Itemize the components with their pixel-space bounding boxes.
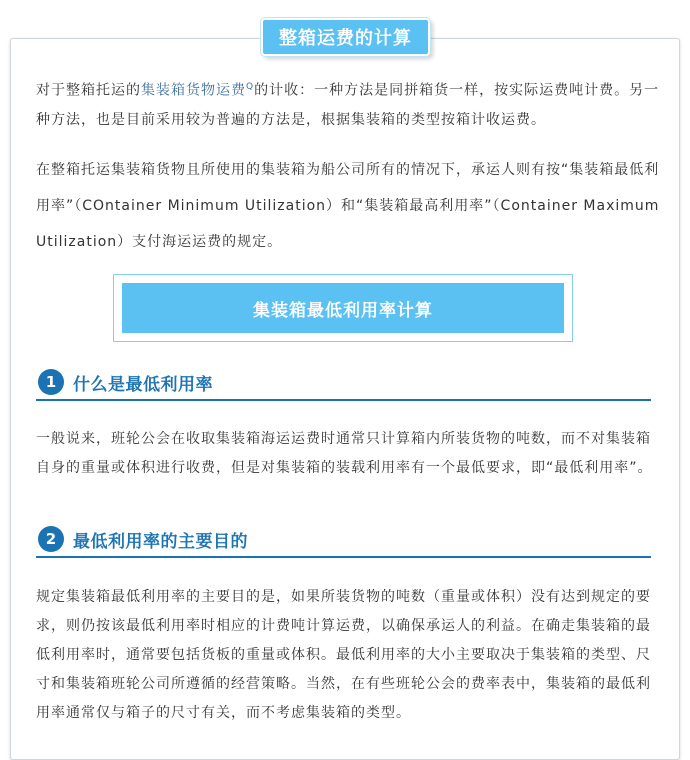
section-1-body: 一般说来，班轮公会在收取集装箱海运运费时通常只计算箱内所装货物的吨数，而不对集装箱自身的重量或体积进行收费，但是对集装箱的装载利用率有一个最低要求，即“最低利用率”。	[36, 431, 653, 476]
section-banner-frame	[113, 274, 573, 342]
search-icon[interactable]: Q	[246, 82, 255, 92]
section-heading-2	[36, 526, 651, 558]
section-number-badge: 2	[38, 526, 64, 552]
utilization-paragraph: 在整箱托运集装箱货物且所使用的集装箱为船公司所有的情况下，承运人则有按“集装箱最低利用率”（COntainer Minimum Utilization）和“集装箱最高利用率”（Container Maximum Utilization）支付海运运费的规定。	[36, 162, 660, 250]
section-heading-1	[36, 369, 651, 401]
article-title: 整箱运费的计算	[279, 28, 412, 49]
section-2-body: 规定集装箱最低利用率的主要目的是，如果所装货物的吨数（重量或体积）没有达到规定的要求，则仍按该最低利用率时相应的计费吨计算运费，以确保承运人的利益。在确走集装箱的最低利用率时，通常要包括货板的重量或体积。最低利用率的大小主要取决于集装箱的类型、尺寸和集装箱班轮公司所遵循的经营策略。当然，在有些班轮公会的费率表中，集装箱的最低利用率通常仅与箱子的尺寸有关，而不考虑集装箱的类型。	[36, 589, 651, 721]
intro-text-before-link: 对于整箱托运的	[36, 82, 141, 99]
section-number-badge: 1	[38, 369, 64, 395]
section-title: 最低利用率的主要目的	[73, 532, 248, 552]
section-title: 什么是最低利用率	[73, 375, 213, 395]
intro-text-after-link: 的计收：一种方法是同拼箱货一样，按实际运费吨计费。另一种方法，也是目前采用较为普遍的方法是，根据集装箱的类型按箱计收运费。	[36, 82, 660, 128]
article-title-badge	[261, 18, 430, 56]
section-banner: 集装箱最低利用率计算	[122, 283, 564, 333]
intro-paragraph	[36, 73, 660, 135]
container-freight-link[interactable]: 集装箱货物运费	[141, 82, 246, 99]
